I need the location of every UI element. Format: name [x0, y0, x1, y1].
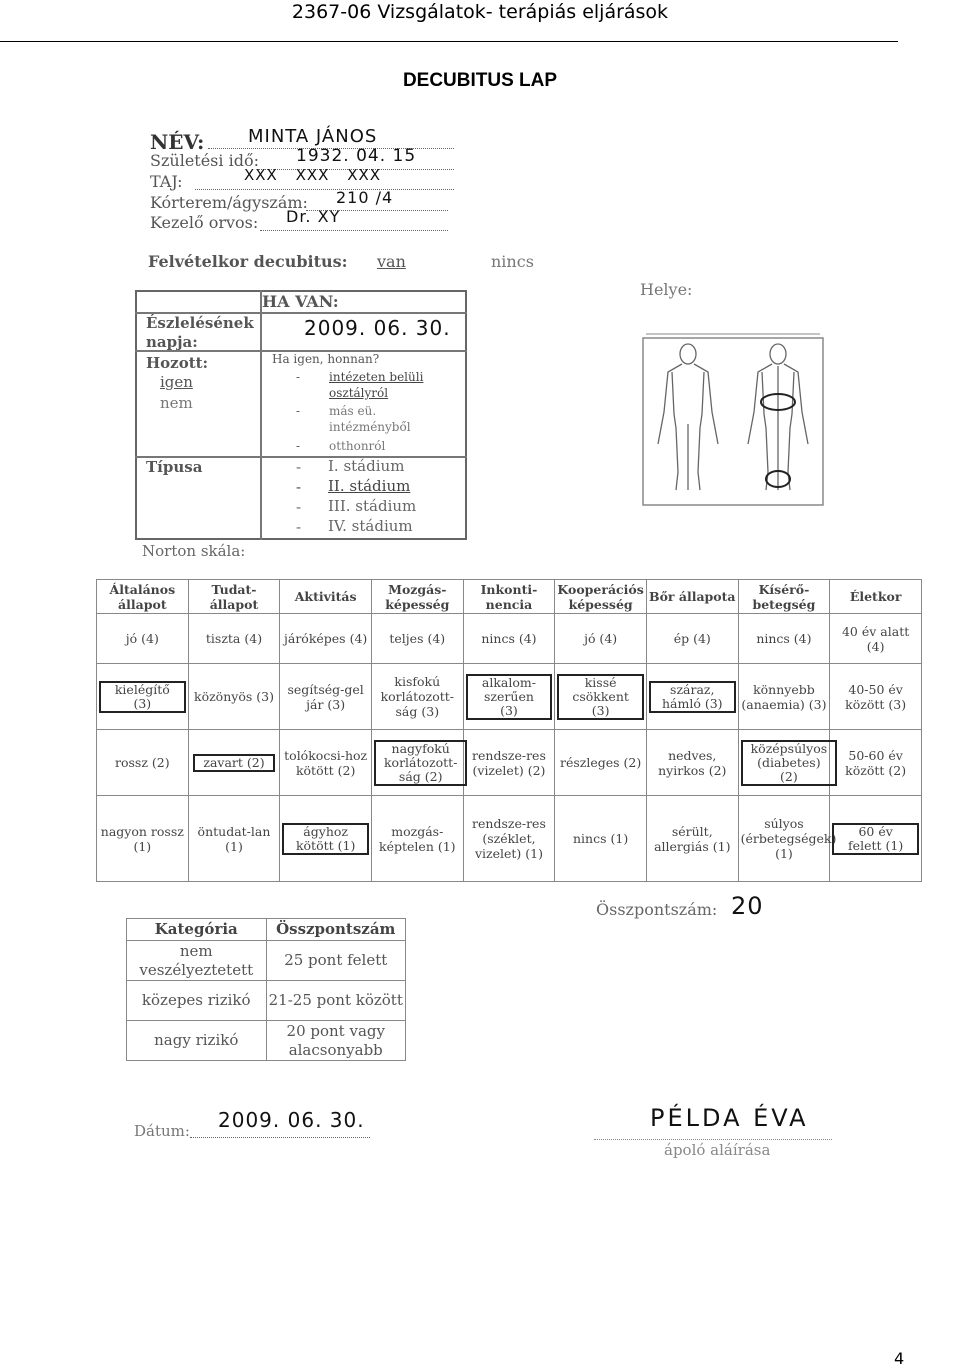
norton-cell: rendsze-res (vizelet) (2)	[463, 730, 555, 796]
norton-cell: kisfokú korlátozott-ság (3)	[371, 664, 463, 730]
norton-cell: ép (4)	[646, 614, 738, 664]
category-header: Kategória	[127, 919, 267, 941]
brought-yes: igen	[160, 373, 193, 391]
brought-label: Hozott:	[146, 354, 209, 372]
stage-2: II. stádium	[328, 477, 411, 495]
norton-cell: tolókocsi-hoz kötött (2)	[280, 730, 372, 796]
category-cell: 25 pont felett	[266, 941, 406, 981]
signature: PÉLDA ÉVA	[650, 1104, 809, 1132]
page-number: 4	[894, 1349, 905, 1368]
taj-value: XXX XXX XXX	[244, 166, 382, 184]
norton-header: Életkor	[830, 580, 922, 614]
ward-value: 210 /4	[336, 188, 394, 207]
norton-cell: teljes (4)	[371, 614, 463, 664]
norton-cell: jó (4)	[555, 614, 647, 664]
date-dots	[190, 1137, 370, 1138]
category-cell: 21-25 pont között	[266, 981, 406, 1021]
norton-cell-selected: zavart (2)	[188, 730, 280, 796]
norton-cell: öntudat-lan (1)	[188, 796, 280, 882]
doctor-value: Dr. XY	[286, 207, 341, 226]
norton-cell-selected: nagyfokú korlátozott-ság (2)	[371, 730, 463, 796]
norton-header: Kooperációs képesség	[555, 580, 647, 614]
header-rule	[0, 41, 898, 42]
brought-no: nem	[160, 394, 193, 412]
category-cell: nagy rizikó	[127, 1021, 267, 1061]
norton-scale-label: Norton skála:	[142, 542, 246, 560]
type-label: Típusa	[146, 458, 203, 476]
norton-cell-selected: alkalom-szerűen (3)	[463, 664, 555, 730]
norton-cell-selected: kissé csökkent (3)	[555, 664, 647, 730]
norton-cell: nagyon rossz (1)	[97, 796, 189, 882]
norton-cell: járóképes (4)	[280, 614, 372, 664]
stage-4: IV. stádium	[328, 517, 413, 535]
detection-date-label: Észlelésének napja:	[146, 314, 254, 351]
admission-no: nincs	[491, 252, 534, 271]
total-score-value: 20	[731, 892, 764, 920]
norton-cell-selected: 60 év felett (1)	[830, 796, 922, 882]
detection-date-value: 2009. 06. 30.	[304, 316, 451, 340]
norton-header: Tudat-állapot	[188, 580, 280, 614]
admission-label: Felvételkor decubitus:	[148, 252, 348, 271]
norton-cell: nincs (1)	[555, 796, 647, 882]
norton-cell: súlyos (érbetegségek) (1)	[738, 796, 830, 882]
norton-header: Általános állapot	[97, 580, 189, 614]
norton-cell: nincs (4)	[463, 614, 555, 664]
norton-header: Inkonti-nencia	[463, 580, 555, 614]
norton-cell-selected: középsúlyos (diabetes) (2)	[738, 730, 830, 796]
norton-cell: sérült, allergiás (1)	[646, 796, 738, 882]
norton-cell-selected: száraz, hámló (3)	[646, 664, 738, 730]
from-home: otthonról	[329, 439, 386, 453]
category-cell: nem veszélyeztetett	[127, 941, 267, 981]
risk-category-table	[126, 918, 406, 1061]
name-label: NÉV:	[150, 130, 205, 154]
doctor-label: Kezelő orvos:	[150, 213, 259, 232]
norton-cell: 40 év alatt (4)	[830, 614, 922, 664]
body-diagram	[642, 332, 824, 506]
norton-table	[96, 579, 922, 882]
date-value: 2009. 06. 30.	[218, 1108, 365, 1132]
signature-caption: ápoló aláírása	[664, 1141, 771, 1159]
taj-dots	[195, 189, 454, 190]
admission-yes: van	[377, 252, 406, 271]
norton-cell: könnyebb (anaemia) (3)	[738, 664, 830, 730]
from-other-institution: más eü. intézményből	[329, 404, 411, 434]
norton-cell: jó (4)	[97, 614, 189, 664]
category-cell: közepes rizikó	[127, 981, 267, 1021]
norton-cell: 40-50 év között (3)	[830, 664, 922, 730]
ha-van-heading: HA VAN:	[262, 292, 339, 311]
norton-header: Bőr állapota	[646, 580, 738, 614]
norton-cell: részleges (2)	[555, 730, 647, 796]
norton-header: Mozgás-képesség	[371, 580, 463, 614]
norton-cell-selected: kielégítő (3)	[97, 664, 189, 730]
norton-header: Kísérő-betegség	[738, 580, 830, 614]
norton-cell: rendsze-res (széklet, vizelet) (1)	[463, 796, 555, 882]
norton-cell: rossz (2)	[97, 730, 189, 796]
category-header: Összpontszám	[266, 919, 406, 941]
norton-cell-selected: ágyhoz kötött (1)	[280, 796, 372, 882]
from-where-question: Ha igen, honnan?	[272, 352, 380, 366]
taj-label: TAJ:	[150, 172, 183, 191]
from-internal: intézeten belüli osztályról	[329, 370, 424, 400]
stage-1: I. stádium	[328, 457, 405, 475]
name-value: MINTA JÁNOS	[248, 126, 378, 147]
norton-cell: 50-60 év között (2)	[830, 730, 922, 796]
birth-value: 1932. 04. 15	[296, 146, 417, 166]
norton-cell: tiszta (4)	[188, 614, 280, 664]
ward-label: Kórterem/ágyszám:	[150, 193, 308, 212]
norton-cell: nincs (4)	[738, 614, 830, 664]
norton-cell: nedves, nyirkos (2)	[646, 730, 738, 796]
norton-cell: segítség-gel jár (3)	[280, 664, 372, 730]
location-label: Helye:	[640, 280, 693, 299]
doctor-dots	[260, 230, 448, 231]
stage-3: III. stádium	[328, 497, 417, 515]
norton-cell: mozgás-képtelen (1)	[371, 796, 463, 882]
date-label: Dátum:	[134, 1122, 190, 1140]
category-cell: 20 pont vagy alacsonyabb	[266, 1021, 406, 1061]
page-title: DECUBITUS LAP	[402, 70, 558, 91]
signature-line	[594, 1139, 832, 1140]
running-header: 2367-06 Vizsgálatok- terápiás eljárások	[291, 1, 669, 23]
norton-header: Aktivitás	[280, 580, 372, 614]
total-score-label: Összpontszám:	[596, 900, 718, 919]
norton-cell: közönyös (3)	[188, 664, 280, 730]
birth-label: Születési idő:	[150, 151, 259, 170]
